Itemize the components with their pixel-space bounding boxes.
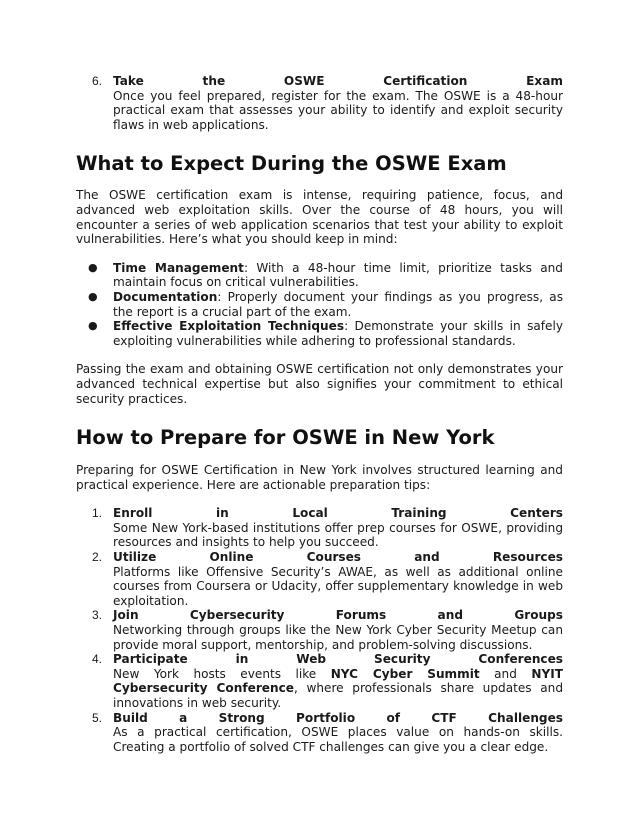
- section-heading-expect: What to Expect During the OSWE Exam: [76, 152, 507, 176]
- list-number: 1.: [92, 506, 103, 521]
- list-item-title: Participate in Web Security Conferences: [113, 652, 563, 667]
- bullet-icon: ●: [88, 260, 98, 274]
- bullet-item-time-management: ● Time Management: With a 48-hour time limit, prioritize tasks and maintain focus on critical vulnerabilities.: [88, 260, 563, 290]
- list-item-title: Enroll in Local Training Centers: [113, 506, 563, 521]
- list-item-title: Take the OSWE Certification Exam: [113, 74, 563, 88]
- list-item-utilize: [76, 550, 563, 608]
- list-item-text: Platforms like Offensive Security’s AWAE, as well as additional online courses from Coursera or Udacity, offer supplementary knowledge in web exploitation.: [113, 564, 563, 608]
- list-number: 2.: [92, 550, 103, 565]
- section-heading-prepare: How to Prepare for OSWE in New York: [76, 426, 495, 450]
- list-number: 5.: [92, 710, 103, 725]
- bullet-list-expect: [76, 261, 563, 349]
- list-item-text: Some New York-based institutions offer prep courses for OSWE, providing resources and insights to help you succeed.: [113, 520, 563, 550]
- list-item-participate: [76, 652, 563, 710]
- list-number: 4.: [92, 652, 103, 667]
- list-item-build: [76, 711, 563, 755]
- section-intro-prepare: Preparing for OSWE Certification in New York involves structured learning and practical experience. Here are actionable preparation tips:: [76, 463, 563, 492]
- list-item-text: Networking through groups like the New York Cyber Security Meetup can provide moral support, mentorship, and problem-solving discussions.: [113, 623, 563, 652]
- document-content: [76, 74, 563, 754]
- list-item-text: Once you feel prepared, register for the exam. The OSWE is a 48-hour practical exam that assesses your ability to identify and exploit security flaws in web applications.: [113, 88, 563, 132]
- bullet-icon: ●: [88, 319, 98, 333]
- list-item-title: Utilize Online Courses and Resources: [113, 550, 563, 565]
- numbered-list-prepare: [76, 506, 563, 754]
- list-item-title: Join Cybersecurity Forums and Groups: [113, 608, 563, 623]
- section-closing-expect: Passing the exam and obtaining OSWE certification not only demonstrates your advanced technical expertise but also signifies your commitment to ethical security practices.: [76, 362, 563, 406]
- section-intro-expect: The OSWE certification exam is intense, requiring patience, focus, and advanced web exploitation skills. Over the course of 48 hours, you will encounter a series of web application scenarios that test your ability to exploit vulnerabilities. Here’s what you should keep in mind:: [76, 188, 563, 247]
- list-item-take-exam: [76, 74, 563, 132]
- bullet-item-effective-exploitation: ● Effective Exploitation Techniques: Demonstrate your skills in safely exploiting vulnerabilities while adhering to professional standards.: [88, 319, 563, 348]
- list-item-join: [76, 608, 563, 652]
- bullet-item-documentation: ● Documentation: Properly document your findings as you progress, as the report is a crucial part of the exam.: [88, 289, 563, 319]
- list-number: 3.: [92, 608, 103, 623]
- list-item-text: As a practical certification, OSWE places value on hands-on skills. Creating a portfolio of solved CTF challenges can give you a clear edge.: [113, 725, 563, 754]
- list-item-enroll: [76, 506, 563, 550]
- bullet-icon: ●: [88, 289, 98, 303]
- list-item-text: New York hosts events like NYC Cyber Summit and NYIT Cybersecurity Conference, where professionals share updates and innovations in web security.: [113, 666, 563, 710]
- list-item-title: Build a Strong Portfolio of CTF Challenges: [113, 710, 563, 725]
- list-number: 6.: [92, 74, 103, 88]
